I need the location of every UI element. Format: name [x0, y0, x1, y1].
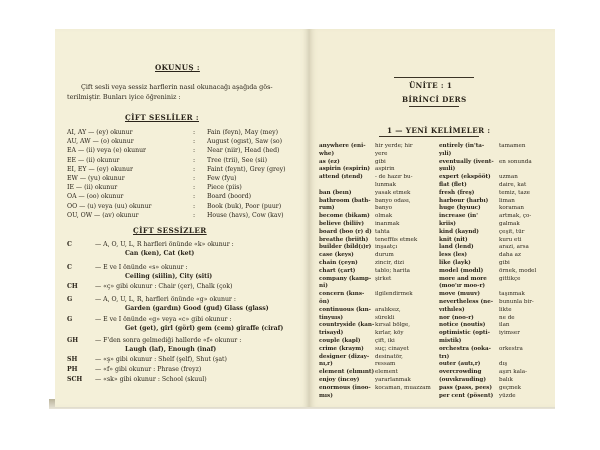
vocab-meaning: artmak, ço-	[499, 213, 532, 220]
consonant-letters: G	[67, 296, 73, 303]
vowel-example: August (ogıst), Saw (so)	[207, 138, 283, 146]
vocab-word: model (modıl)	[439, 267, 484, 274]
vocab-meaning: orkestra	[499, 345, 523, 352]
vowel-example: Near (niir), Head (hed)	[207, 147, 280, 155]
vocab-word: nor (noo-r)	[439, 314, 474, 321]
vocab-meaning: arazi, arsa	[499, 244, 529, 251]
vowel-rule: IE — (ii) okunur	[67, 184, 118, 192]
vocab-meaning: kocaman, muazzam	[375, 384, 431, 391]
vocab-word: kind (kaynd)	[439, 228, 479, 235]
vowel-rule: AU, AW — (o) okunur	[67, 138, 134, 146]
vocab-word: enjoy (incoy)	[319, 377, 360, 383]
vocab-meaning: balık	[499, 377, 513, 383]
vocab-word: enormous (inoo-	[319, 384, 371, 391]
consonant-example: Get (get), girl (görl) gem (cem) giraffe (ciraf)	[125, 325, 284, 332]
vocab-meaning: ne de	[499, 314, 515, 321]
vocab-meaning: tamamen	[499, 143, 526, 149]
vocab-word: orchestra (ooka-	[439, 345, 491, 352]
vocab-word: optimistic (opti-	[439, 330, 490, 337]
vocab-word: believe (biliiv)	[319, 221, 364, 227]
consonants-heading: ÇİFT SESSİZLER	[133, 226, 207, 235]
vocab-word: element (elımınt)	[319, 369, 375, 376]
vocab-word: (moo'ır moo-r)	[439, 283, 486, 290]
vowel-rule: AI, AY — (ey) okunur	[67, 129, 133, 136]
vocab-word: attend (ıtend)	[319, 174, 363, 181]
vocab-word: outer (autı,r)	[439, 361, 481, 368]
vowel-row	[67, 193, 297, 202]
vowel-colon: :	[193, 184, 196, 192]
new-words-rule	[379, 136, 479, 137]
vocab-word: continuous (kın-	[319, 306, 371, 313]
consonant-rule: — F'den sonra gelmediği hallerde «f» okunur :	[95, 337, 242, 344]
vocab-meaning: bununla bir-	[499, 299, 534, 305]
vocab-word: trisayd)	[319, 330, 344, 337]
vocab-meaning: gittikçe	[499, 275, 521, 282]
consonant-rule: — E ve I önünde «g» veya «c» gibi okunur :	[95, 316, 232, 323]
vowel-rule: OO — (u) veya (uu) okunur	[67, 202, 152, 210]
vowel-colon: :	[193, 175, 196, 182]
vowel-example: Faint (feynt), Grey (grey)	[207, 165, 286, 173]
vocab-meaning: geçmek	[499, 384, 522, 391]
vowel-row	[67, 157, 297, 166]
vocab-word: designer (dizay-	[319, 353, 370, 360]
unit-rule-top	[394, 77, 474, 78]
vowel-row	[67, 138, 297, 147]
vocab-word: şuıli)	[439, 166, 456, 173]
vocab-word: huge (hyuuc)	[439, 205, 481, 212]
vowel-row	[67, 166, 297, 175]
vocab-word: become (bikam)	[319, 213, 370, 220]
vocab-meaning: teneffüs etmek	[375, 236, 418, 243]
unit-title: ÜNİTE : 1	[409, 81, 453, 90]
vocab-meaning: daha az	[499, 252, 521, 259]
vocab-word: chart (çart)	[319, 267, 356, 274]
vocab-word: whe)	[319, 150, 335, 157]
vocab-word: move (muuv)	[439, 291, 481, 298]
intro-line-2: terilmiştir. Bunları iyice öğreniniz :	[67, 93, 181, 101]
vocab-meaning: en sonunda	[499, 158, 532, 165]
vowel-rule: EE — (ii) okunur	[67, 156, 120, 164]
vowel-rule: OU, OW — (av) okunur	[67, 211, 139, 219]
vowel-row	[67, 175, 297, 184]
vocab-meaning: liman	[499, 197, 515, 204]
vocab-word: ban (beın)	[319, 189, 352, 196]
consonant-example: Laugh (laf), Enough (inaf)	[125, 346, 217, 353]
vocab-meaning: likte	[499, 306, 512, 313]
vocab-word: ön)	[319, 299, 330, 305]
vocab-word: yıli)	[439, 150, 452, 157]
vocab-word: vıthıles)	[439, 306, 465, 313]
vocab-meaning: aralıksız,	[375, 306, 401, 313]
vocab-word: eventually (ivent-	[439, 158, 494, 165]
vocab-word: board (boo (r) d)	[319, 228, 372, 235]
vowels-heading: ÇİFT SESLİLER :	[125, 113, 199, 122]
vocab-meaning: banyo	[375, 205, 393, 212]
vocab-word: flat (flet)	[439, 182, 467, 188]
vocab-meaning: ressam	[375, 361, 396, 368]
vocab-word: mıs)	[319, 392, 333, 399]
vowel-colon: :	[193, 147, 196, 155]
consonant-rule: — A, O, U, L, R harfleri önünde «k» okunur :	[95, 241, 234, 248]
vocab-word: countryside (kan-	[319, 322, 375, 329]
vowel-rule: EI, EY — (ey) okunur	[67, 165, 133, 173]
consonant-rule: — «ş» gibi okunur : Shelf (şelf), Shut (şat)	[95, 356, 227, 363]
consonant-rule: — «f» gibi okunur : Phrase (freyz)	[95, 366, 202, 373]
vowel-row	[67, 184, 297, 193]
consonant-letters: C	[67, 241, 72, 248]
vowel-example: Piece (piis)	[207, 184, 242, 192]
vocab-meaning: gibi	[375, 158, 386, 165]
consonant-example: Garden (gardın) Good (gud) Glass (glass)	[125, 305, 269, 312]
vowel-colon: :	[193, 211, 196, 219]
vocab-word: crime (kraym)	[319, 345, 364, 352]
vocab-word: mistik)	[439, 338, 462, 344]
vocab-meaning: aspirin	[375, 166, 395, 173]
left-page-title: OKUNUŞ :	[155, 63, 200, 72]
vocab-word: trı)	[439, 353, 450, 360]
vowel-colon: :	[193, 202, 196, 210]
vocab-meaning: örnek, model	[499, 267, 537, 274]
vocab-word: concern (kıns-	[319, 291, 365, 298]
vocab-word: fresh (freş)	[439, 189, 475, 196]
right-page	[309, 29, 555, 407]
vowel-row	[67, 147, 297, 156]
vocab-meaning: uzman	[499, 174, 518, 181]
vocab-meaning: lunmak	[375, 182, 397, 188]
vocab-meaning: kırlar, köy	[375, 330, 404, 337]
vowel-colon: :	[193, 129, 196, 136]
vocab-meaning: yüzde	[499, 392, 516, 399]
vocab-word: breathe (briith)	[319, 236, 369, 243]
vowel-example: House (havs), Cow (kav)	[207, 211, 284, 219]
vowel-row	[67, 203, 297, 212]
consonant-rule: — «sk» gibi okunur : School (skuul)	[95, 376, 207, 383]
vocab-meaning: element	[375, 369, 398, 376]
vocab-meaning: zincir, dizi	[375, 260, 404, 266]
consonant-example: Can (ken), Cat (ket)	[125, 250, 195, 257]
vocab-word: aspirin (espirin)	[319, 166, 371, 173]
vocab-meaning: ilgilendirmek	[375, 291, 413, 298]
vowel-example: Few (fyu)	[207, 175, 237, 182]
lesson-title: BİRİNCİ DERS	[402, 95, 467, 104]
vocab-meaning: - de hazır bu-	[375, 174, 413, 181]
vowel-colon: :	[193, 156, 196, 164]
vocab-word: notice (noutis)	[439, 322, 486, 329]
vocab-meaning: koraman	[499, 205, 525, 212]
consonant-rule: — E ve I önünde «s» okunur :	[95, 264, 188, 271]
vowel-colon: :	[193, 138, 196, 146]
vocab-word: (ouvıkrauding)	[439, 377, 486, 383]
vocab-word: nı,r)	[319, 361, 333, 368]
vowel-row	[67, 129, 297, 138]
vocab-meaning: suç; cinayet	[375, 345, 409, 352]
left-page	[55, 29, 309, 407]
vocab-word: more and more	[439, 275, 487, 282]
vowel-colon: :	[193, 165, 196, 173]
vocab-meaning: kırsal bölge,	[375, 322, 411, 329]
vocab-meaning: hir yerde; hir	[375, 143, 413, 149]
vocab-word: land (lend)	[439, 244, 474, 251]
vocab-word: pass (pass, pees)	[439, 384, 492, 391]
vocab-meaning: çeşit, tür	[499, 228, 525, 235]
vocab-meaning: iyimser	[499, 330, 520, 337]
vowel-rule: EW — (yu) okunur	[67, 175, 125, 182]
vocab-meaning: tablo; harita	[375, 267, 410, 274]
vowel-example: Book (buk), Poor (puur)	[207, 202, 282, 210]
vocab-meaning: yere	[375, 150, 388, 157]
vocab-meaning: daire, kat	[499, 182, 527, 188]
consonant-example: Ceiling (siilin), City (siti)	[125, 273, 213, 280]
vocab-meaning: inşaatçı	[375, 244, 398, 251]
consonant-letters: C	[67, 264, 72, 271]
new-words-heading: 1 — YENİ KELİMELER :	[387, 126, 491, 135]
vocab-meaning: dış	[499, 361, 508, 368]
vowel-example: Board (boord)	[207, 193, 252, 201]
vocab-word: bathroom (bath-	[319, 197, 371, 204]
vocab-word: ni)	[319, 283, 328, 290]
vocab-word: expert (ekspööt)	[439, 174, 491, 181]
vowel-row	[67, 212, 297, 221]
vowel-example: Tree (trii), See (sii)	[207, 156, 268, 164]
open-book	[47, 29, 557, 407]
consonant-rule: — «ç» gibi okunur : Chair (çer), Chalk (çok)	[95, 283, 233, 290]
vocab-meaning: desinatör,	[375, 353, 403, 360]
vocab-meaning: temiz, taze	[499, 189, 530, 196]
vocab-word: rum)	[319, 205, 335, 212]
vowel-example: Fain (feyn), May (mey)	[207, 129, 279, 136]
vocab-word: as (ez)	[319, 158, 340, 165]
vocab-word: chain (çeyn)	[319, 260, 358, 266]
vocab-meaning: gibi	[499, 260, 510, 266]
vocab-word: like (layk)	[439, 260, 471, 266]
vocab-word: case (keys)	[319, 252, 354, 259]
vocab-word: entirely (in'ta-	[439, 143, 485, 149]
vocab-word: less (les)	[439, 252, 468, 259]
vocab-meaning: aşırı kala-	[499, 369, 527, 376]
vocab-meaning: tahta	[375, 228, 390, 235]
consonant-letters: PH	[67, 366, 78, 373]
vocab-word: kriis)	[439, 221, 456, 227]
consonant-letters: SCH	[67, 376, 83, 383]
vocab-meaning: olmak	[375, 213, 393, 220]
vocab-meaning: sürekli	[375, 314, 395, 321]
vocab-meaning: taşınmak	[499, 291, 525, 298]
vocab-word: knit (nit)	[439, 236, 468, 243]
lesson-rule	[409, 106, 459, 107]
vocab-word: builder (bild(ı)r)	[319, 244, 372, 251]
vocab-word: overcrowding	[439, 369, 482, 376]
consonant-letters: G	[67, 316, 73, 323]
vocab-meaning: inanmak	[375, 221, 400, 227]
vowel-colon: :	[193, 193, 196, 201]
vocab-meaning: kuru eti	[499, 236, 522, 243]
vocab-meaning: çift, iki	[375, 338, 395, 344]
vocab-word: couple (kapl)	[319, 338, 361, 344]
vowel-rule: OA — (oo) okunur	[67, 193, 124, 201]
consonant-letters: GH	[67, 337, 79, 344]
consonant-letters: CH	[67, 283, 78, 290]
vocab-meaning: banyo odası,	[375, 197, 411, 204]
vocab-word: per cent (pösent)	[439, 392, 494, 399]
vocab-meaning: ilan	[499, 322, 510, 329]
vocab-meaning: şirket	[375, 275, 392, 282]
vocab-meaning: galmak	[499, 221, 520, 227]
vocab-word: anywhere (eni-	[319, 143, 366, 149]
vowel-rule: EA — (ii) veya (e) okunur	[67, 147, 147, 155]
vocab-meaning: yararlanmak	[375, 377, 411, 383]
vocab-word: increase (in'	[439, 213, 478, 220]
vocab-word: tinyuıs)	[319, 314, 344, 321]
vocab-word: harbour (harbı)	[439, 197, 489, 204]
consonant-letters: SH	[67, 356, 78, 363]
intro-line-1: Çift sesli veya sessiz harflerin nasıl okunacağı aşağıda gös-	[81, 83, 273, 91]
vocab-meaning: yasak etmek	[375, 189, 411, 196]
consonant-rule: — A, O, U, L, R, harfleri önünde «g» okunur :	[95, 296, 236, 303]
vocab-word: company (kamp-	[319, 275, 372, 282]
vocab-meaning: durum	[375, 252, 394, 259]
vocab-word: nevertheless (ne-	[439, 299, 494, 305]
